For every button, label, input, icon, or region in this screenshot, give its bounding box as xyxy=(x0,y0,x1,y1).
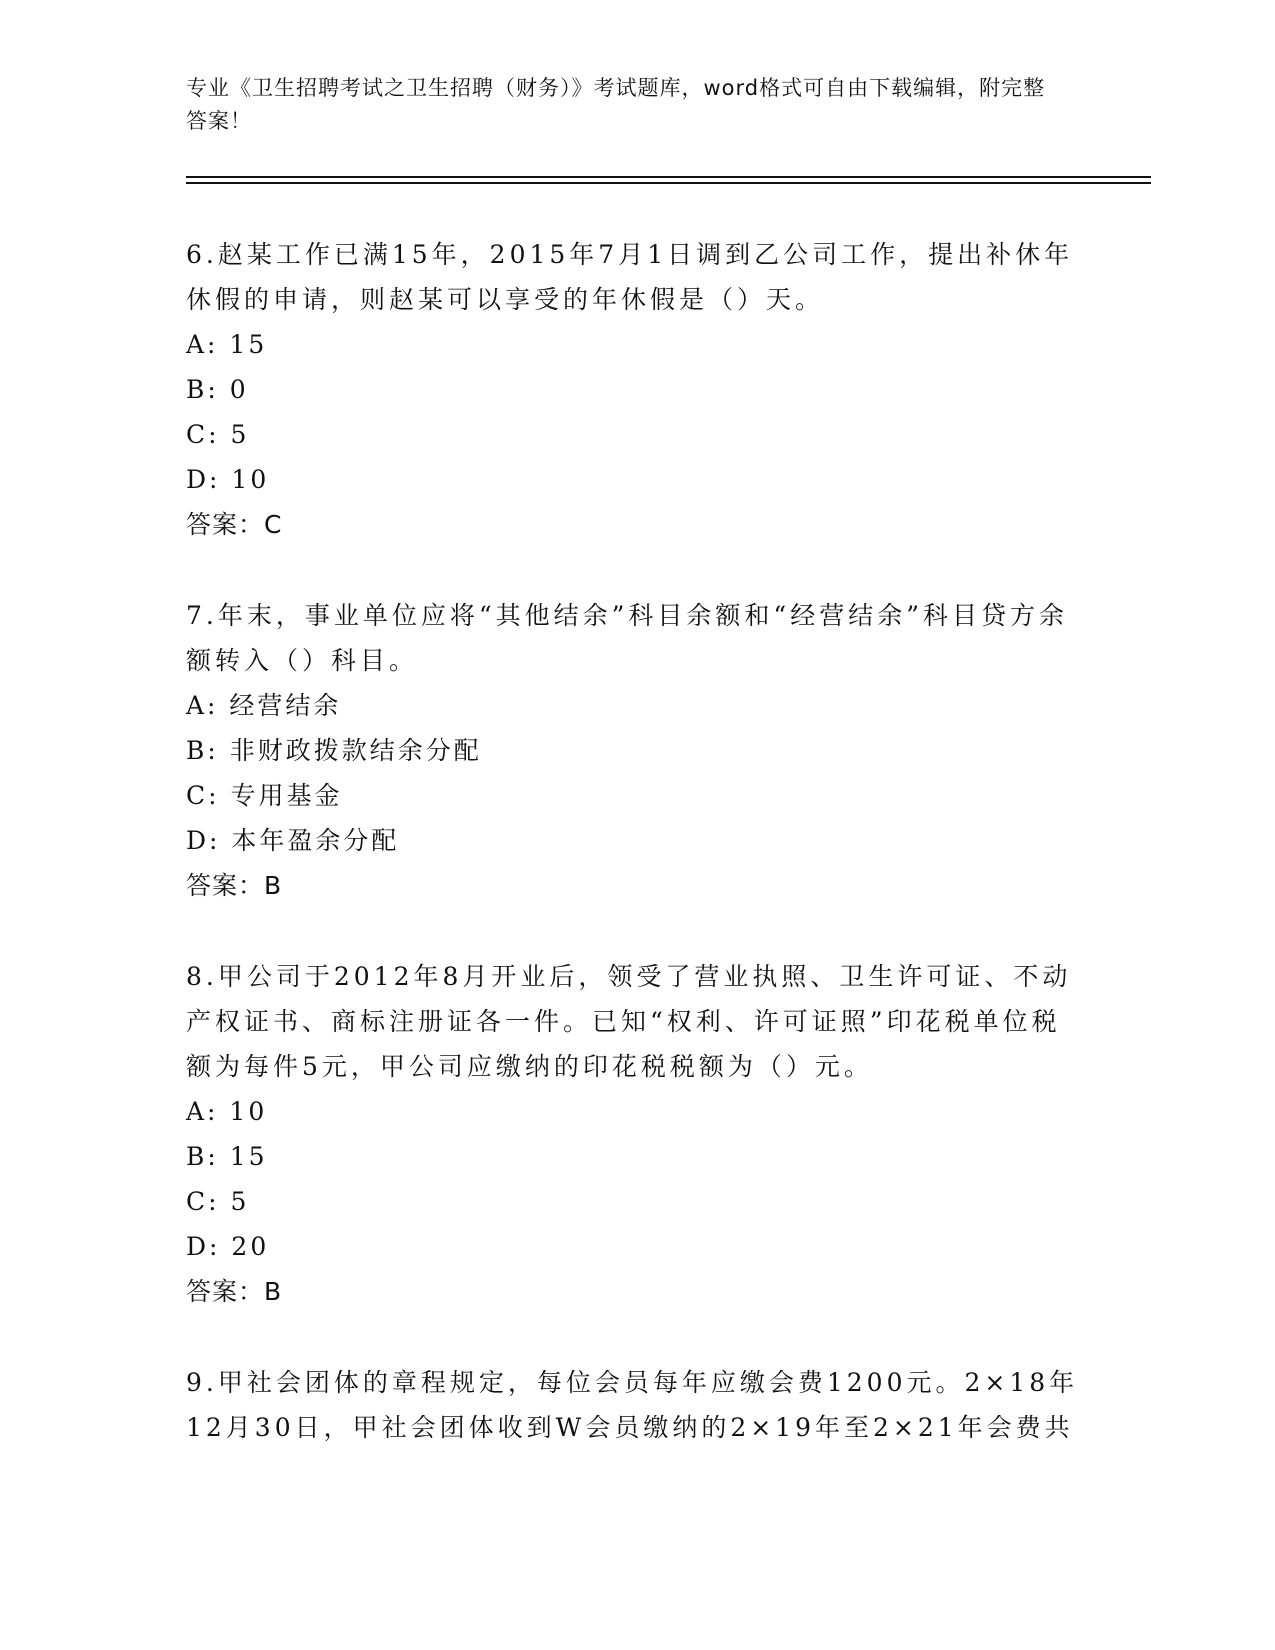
question-7 xyxy=(186,593,1086,908)
option-b: B: 0 xyxy=(186,375,249,404)
question-8 xyxy=(186,954,1086,1314)
question-9 xyxy=(186,1360,1086,1450)
question-stem: 8.甲公司于2012年8月开业后，领受了营业执照、卫生许可证、不动产权证书、商标注册证各一件。已知“权利、许可证照”印花税单位税额为每件5元，甲公司应缴纳的印花税税额为（）元。 xyxy=(186,962,1072,1081)
question-stem: 6.赵某工作已满15年，2015年7月1日调到乙公司工作，提出补休年休假的申请，则赵某可以享受的年休假是（）天。 xyxy=(186,240,1074,314)
option-b: B: 15 xyxy=(186,1142,268,1171)
option-a: A: 15 xyxy=(186,330,268,359)
header-divider-bottom xyxy=(186,182,1151,184)
answer-line: 答案：B xyxy=(186,1277,283,1306)
header-divider-top xyxy=(186,176,1151,178)
option-c: C: 5 xyxy=(186,1187,250,1216)
option-b: B: 非财政拨款结余分配 xyxy=(186,736,482,765)
question-list xyxy=(186,232,1086,1496)
option-c: C: 5 xyxy=(186,420,250,449)
option-d: D: 本年盈余分配 xyxy=(186,826,400,855)
question-6 xyxy=(186,232,1086,547)
answer-line: 答案：C xyxy=(186,510,283,539)
question-stem: 9.甲社会团体的章程规定，每位会员每年应缴会费1200元。2×18年12月30日，甲社会团体收到W会员缴纳的2×19年至2×21年会费共 xyxy=(186,1368,1079,1442)
option-d: D: 20 xyxy=(186,1232,270,1261)
answer-line: 答案：B xyxy=(186,871,283,900)
page-header: 专业《卫生招聘考试之卫生招聘（财务）》考试题库，word格式可自由下载编辑，附完整答案！ xyxy=(186,76,1046,133)
question-stem: 7.年末，事业单位应将“其他结余”科目余额和“经营结余”科目贷方余额转入（）科目。 xyxy=(186,601,1068,675)
option-d: D: 10 xyxy=(186,465,270,494)
option-a: A: 10 xyxy=(186,1097,268,1126)
option-a: A: 经营结余 xyxy=(186,691,342,720)
option-c: C: 专用基金 xyxy=(186,781,343,810)
